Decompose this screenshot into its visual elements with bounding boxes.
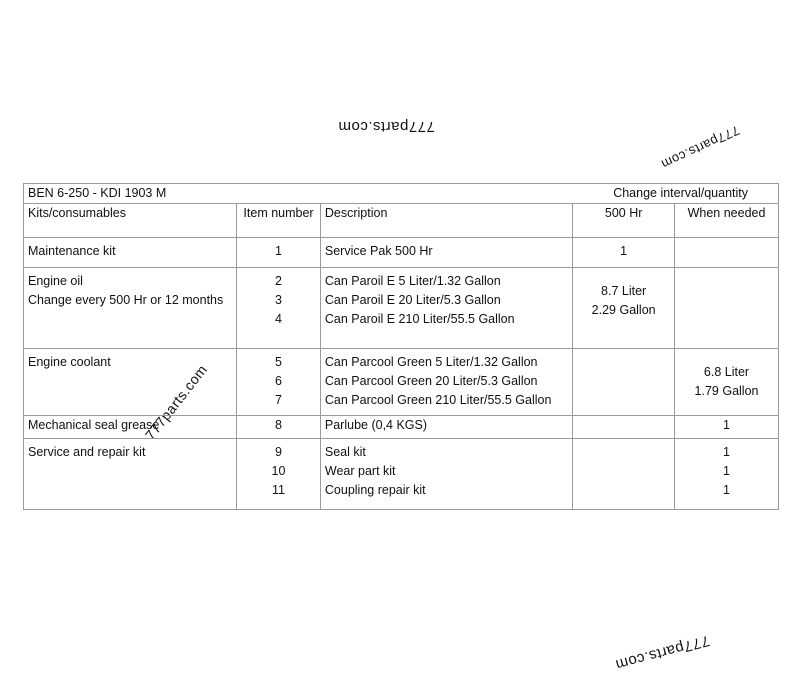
watermark: 777parts.com <box>141 361 211 443</box>
needed-cell <box>675 349 779 416</box>
hr500-value <box>573 439 675 510</box>
hr500-cell <box>573 268 675 349</box>
item-number: 6 <box>275 374 282 388</box>
item-number-cell <box>237 349 321 416</box>
interval-header: Change interval/quantity <box>613 186 748 200</box>
needed-value: 1 <box>723 483 730 497</box>
description: Wear part kit <box>324 464 396 478</box>
item-number-cell <box>237 439 321 510</box>
table-row <box>24 238 779 268</box>
table-title-row <box>24 184 779 204</box>
watermark: 777parts.com <box>613 631 712 674</box>
hr500-value <box>573 416 675 439</box>
item-number: 8 <box>237 416 321 439</box>
hr500-value: 2.29 Gallon <box>591 303 656 317</box>
kit-label-cell <box>24 268 237 349</box>
description-cell <box>320 349 572 416</box>
item-number: 9 <box>275 445 282 459</box>
watermark: 777parts.com <box>658 122 742 173</box>
hr500-value: 8.7 Liter <box>601 284 647 298</box>
column-header: When needed <box>675 204 779 238</box>
table-row <box>24 268 779 349</box>
item-number: 11 <box>272 483 285 497</box>
description: Service Pak 500 Hr <box>320 238 572 268</box>
needed-cell <box>675 439 779 510</box>
needed-value: 1 <box>723 464 730 478</box>
description: Coupling repair kit <box>324 483 426 497</box>
description: Can Paroil E 20 Liter/5.3 Gallon <box>324 293 501 307</box>
needed-value <box>675 268 779 349</box>
kit-label: Engine oil <box>28 274 83 288</box>
column-header: Kits/consumables <box>24 204 237 238</box>
description: Seal kit <box>324 445 366 459</box>
model-title: BEN 6-250 - KDI 1903 M <box>28 186 167 200</box>
needed-value: 1.79 Gallon <box>694 384 759 398</box>
watermark: 777parts.com <box>338 118 435 135</box>
table-row <box>24 349 779 416</box>
item-number: 10 <box>271 464 286 478</box>
item-number: 3 <box>275 293 282 307</box>
description: Can Paroil E 5 Liter/1.32 Gallon <box>324 274 501 288</box>
item-number: 7 <box>275 393 282 407</box>
needed-value: 6.8 Liter <box>703 365 750 379</box>
description: Can Parcool Green 5 Liter/1.32 Gallon <box>324 355 538 369</box>
needed-value <box>675 238 779 268</box>
column-header-row <box>24 204 779 238</box>
column-header: Item number <box>237 204 321 238</box>
needed-value: 1 <box>723 445 730 459</box>
kit-label: Engine coolant <box>24 349 237 416</box>
description-cell <box>320 439 572 510</box>
kit-label: Maintenance kit <box>24 238 237 268</box>
description-cell <box>320 268 572 349</box>
table-title-cell <box>24 184 779 204</box>
description: Can Parcool Green 20 Liter/5.3 Gallon <box>324 374 538 388</box>
item-number: 5 <box>275 355 282 369</box>
item-number: 2 <box>275 274 282 288</box>
item-number-cell <box>237 268 321 349</box>
kit-sublabel: Change every 500 Hr or 12 months <box>28 293 224 307</box>
column-header: 500 Hr <box>573 204 675 238</box>
description: Can Parcool Green 210 Liter/55.5 Gallon <box>324 393 552 407</box>
item-number: 4 <box>275 312 282 326</box>
hr500-value <box>573 349 675 416</box>
hr500-value: 1 <box>573 238 675 268</box>
description: Can Paroil E 210 Liter/55.5 Gallon <box>324 312 515 326</box>
kit-label: Service and repair kit <box>24 439 237 510</box>
column-header: Description <box>320 204 572 238</box>
kit-label: Mechanical seal grease <box>24 416 237 439</box>
description: Parlube (0,4 KGS) <box>320 416 572 439</box>
table-row <box>24 439 779 510</box>
table-row <box>24 416 779 439</box>
item-number: 1 <box>237 238 321 268</box>
needed-value: 1 <box>675 416 779 439</box>
maintenance-table <box>23 183 779 510</box>
